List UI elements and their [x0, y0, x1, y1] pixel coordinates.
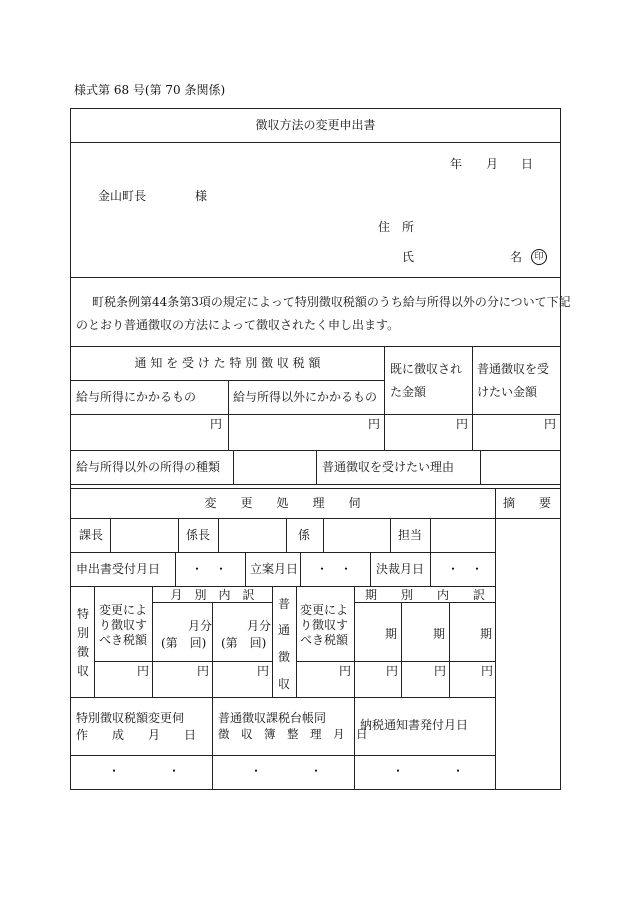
- divider: [70, 346, 561, 347]
- times-label: (第 回): [221, 636, 267, 650]
- col-non-salary: 給与所得以外にかかるもの: [233, 390, 378, 404]
- received-date-label: 申出書受付月日: [76, 562, 161, 576]
- date-dots: ・ ・: [191, 562, 228, 576]
- addressee-name: 金山町長: [98, 189, 147, 203]
- draft-date-label: 立案月日: [250, 562, 299, 576]
- amount-after-change-line: り徴収す: [300, 618, 349, 632]
- divider: [70, 755, 496, 756]
- ordinary-collection-char: 徴: [278, 650, 291, 664]
- divider: [70, 552, 496, 553]
- divider: [94, 661, 273, 662]
- divider: [449, 602, 450, 697]
- divider: [228, 380, 229, 450]
- special-collection-char: 別: [77, 626, 90, 640]
- date-day-label: 日: [521, 157, 534, 171]
- divider: [370, 552, 371, 586]
- statement-line-1: 町税条例第44条第3項の規定によって特別徴収税額のうち給与所得以外の分について下記: [92, 295, 571, 309]
- yen-unit: 円: [544, 417, 557, 431]
- desired-ordinary-2: けたい金額: [477, 385, 538, 399]
- monthly-breakdown-header: 月 別 内 訳: [170, 588, 255, 602]
- yen-unit: 円: [257, 664, 270, 678]
- frame-top: [70, 108, 561, 109]
- remarks-header: 摘 要: [503, 496, 552, 510]
- date-dots: ・ ・: [316, 562, 353, 576]
- divider: [70, 142, 561, 143]
- ordinary-collection-char: 収: [278, 677, 291, 691]
- frame-right: [560, 108, 561, 789]
- footer-dot: ・: [250, 764, 263, 778]
- ki-label: 期: [433, 627, 446, 641]
- divider: [175, 552, 176, 586]
- form-title: 徴収方法の変更申出書: [255, 118, 376, 132]
- divider: [70, 518, 561, 519]
- divider: [296, 661, 496, 662]
- amount-after-change-line: べき税額: [99, 633, 148, 647]
- already-collected-1: 既に徴収され: [390, 362, 463, 376]
- statement-line-2: のとおり普通徴収の方法によって徴収されたく申し出ます。: [76, 318, 400, 332]
- col-salary: 給与所得にかかるもの: [76, 390, 197, 404]
- name-label-1: 氏: [402, 250, 415, 264]
- notified-header: 通 知 を 受 け た 特 別 徴 収 税 額: [134, 356, 321, 370]
- divider: [70, 586, 496, 587]
- amount-after-change-line: 変更によ: [300, 603, 349, 617]
- divider: [316, 450, 317, 484]
- date-dots: ・ ・: [447, 562, 484, 576]
- times-label: (第 回): [161, 636, 207, 650]
- tax-notice-label: 納税通知書発付月日: [360, 718, 469, 732]
- approval-date-label: 決裁月日: [376, 562, 425, 576]
- period-breakdown-header: 期 別 内 訳: [364, 588, 485, 602]
- divider: [233, 450, 234, 484]
- yen-unit: 円: [210, 417, 223, 431]
- divider: [218, 518, 219, 552]
- divider: [401, 602, 402, 697]
- footer-dot: ・: [452, 764, 465, 778]
- tanto-label: 担当: [398, 528, 423, 542]
- desired-ordinary-1: 普通徴収を受: [477, 362, 550, 376]
- footer-dot: ・: [108, 764, 121, 778]
- divider: [70, 484, 561, 485]
- ki-label: 期: [480, 627, 493, 641]
- ki-label: 期: [385, 627, 398, 641]
- divider: [110, 518, 111, 552]
- yen-unit: 円: [137, 664, 150, 678]
- date-year-label: 年: [450, 157, 463, 171]
- special-change-line-2: 作 成 月 日: [76, 728, 197, 742]
- seal-mark: 印: [531, 249, 547, 265]
- kakari-label: 係: [298, 528, 311, 542]
- processing-header: 変 更 処 理 伺: [204, 496, 361, 510]
- yen-unit: 円: [197, 664, 210, 678]
- divider: [94, 586, 95, 697]
- ordinary-ledger-line-2: 徴 収 簿 整 理 月 日: [218, 727, 368, 741]
- ordinary-collection-char: 普: [278, 597, 291, 611]
- frame-left: [70, 108, 71, 789]
- special-collection-char: 徴: [77, 645, 90, 659]
- amount-after-change-line: べき税額: [300, 633, 349, 647]
- special-collection-char: 特: [77, 607, 90, 621]
- footer-dot: ・: [168, 764, 181, 778]
- month-part-label: 月分: [247, 619, 272, 633]
- month-part-label: 月分: [188, 619, 213, 633]
- divider: [70, 277, 561, 278]
- divider: [286, 518, 287, 552]
- footer-dot: ・: [392, 764, 405, 778]
- divider: [354, 697, 355, 789]
- ordinary-collection-char: 通: [278, 623, 291, 637]
- form-number: 様式第 68 号(第 70 条関係): [74, 83, 226, 97]
- divider: [430, 552, 431, 586]
- divider: [390, 518, 391, 552]
- yen-unit: 円: [456, 417, 469, 431]
- name-label-2: 名: [510, 250, 523, 264]
- address-label: 住 所: [378, 220, 415, 234]
- divider: [70, 697, 496, 698]
- kacho-label: 課長: [79, 528, 104, 542]
- divider: [70, 414, 561, 415]
- amount-after-change-line: り徴収す: [99, 618, 148, 632]
- divider: [296, 586, 297, 697]
- divider: [70, 488, 561, 489]
- divider: [212, 697, 213, 789]
- divider: [472, 346, 473, 450]
- divider: [480, 450, 481, 484]
- divider: [430, 518, 431, 552]
- ordinary-ledger-line-1: 普通徴収課税台帳同: [218, 711, 327, 725]
- divider: [495, 488, 496, 789]
- divider: [323, 518, 324, 552]
- addressee-honorific: 様: [195, 189, 208, 203]
- divider: [300, 552, 301, 586]
- already-collected-2: た金額: [390, 385, 427, 399]
- special-collection-char: 収: [77, 664, 90, 678]
- yen-unit: 円: [339, 664, 352, 678]
- yen-unit: 円: [368, 417, 381, 431]
- frame-bottom: [70, 789, 561, 790]
- yen-unit: 円: [481, 664, 494, 678]
- income-types-label: 給与所得以外の所得の種類: [76, 460, 221, 474]
- yen-unit: 円: [434, 664, 447, 678]
- footer-dot: ・: [310, 764, 323, 778]
- date-month-label: 月: [486, 157, 499, 171]
- divider: [212, 602, 213, 697]
- divider: [354, 602, 496, 603]
- kakaricho-label: 係長: [186, 528, 211, 542]
- yen-unit: 円: [386, 664, 399, 678]
- amount-after-change-line: 変更によ: [99, 603, 148, 617]
- divider: [245, 552, 246, 586]
- divider: [178, 518, 179, 552]
- reason-label: 普通徴収を受けたい理由: [322, 460, 455, 474]
- special-change-line-1: 特別徴収税額変更伺: [76, 711, 185, 725]
